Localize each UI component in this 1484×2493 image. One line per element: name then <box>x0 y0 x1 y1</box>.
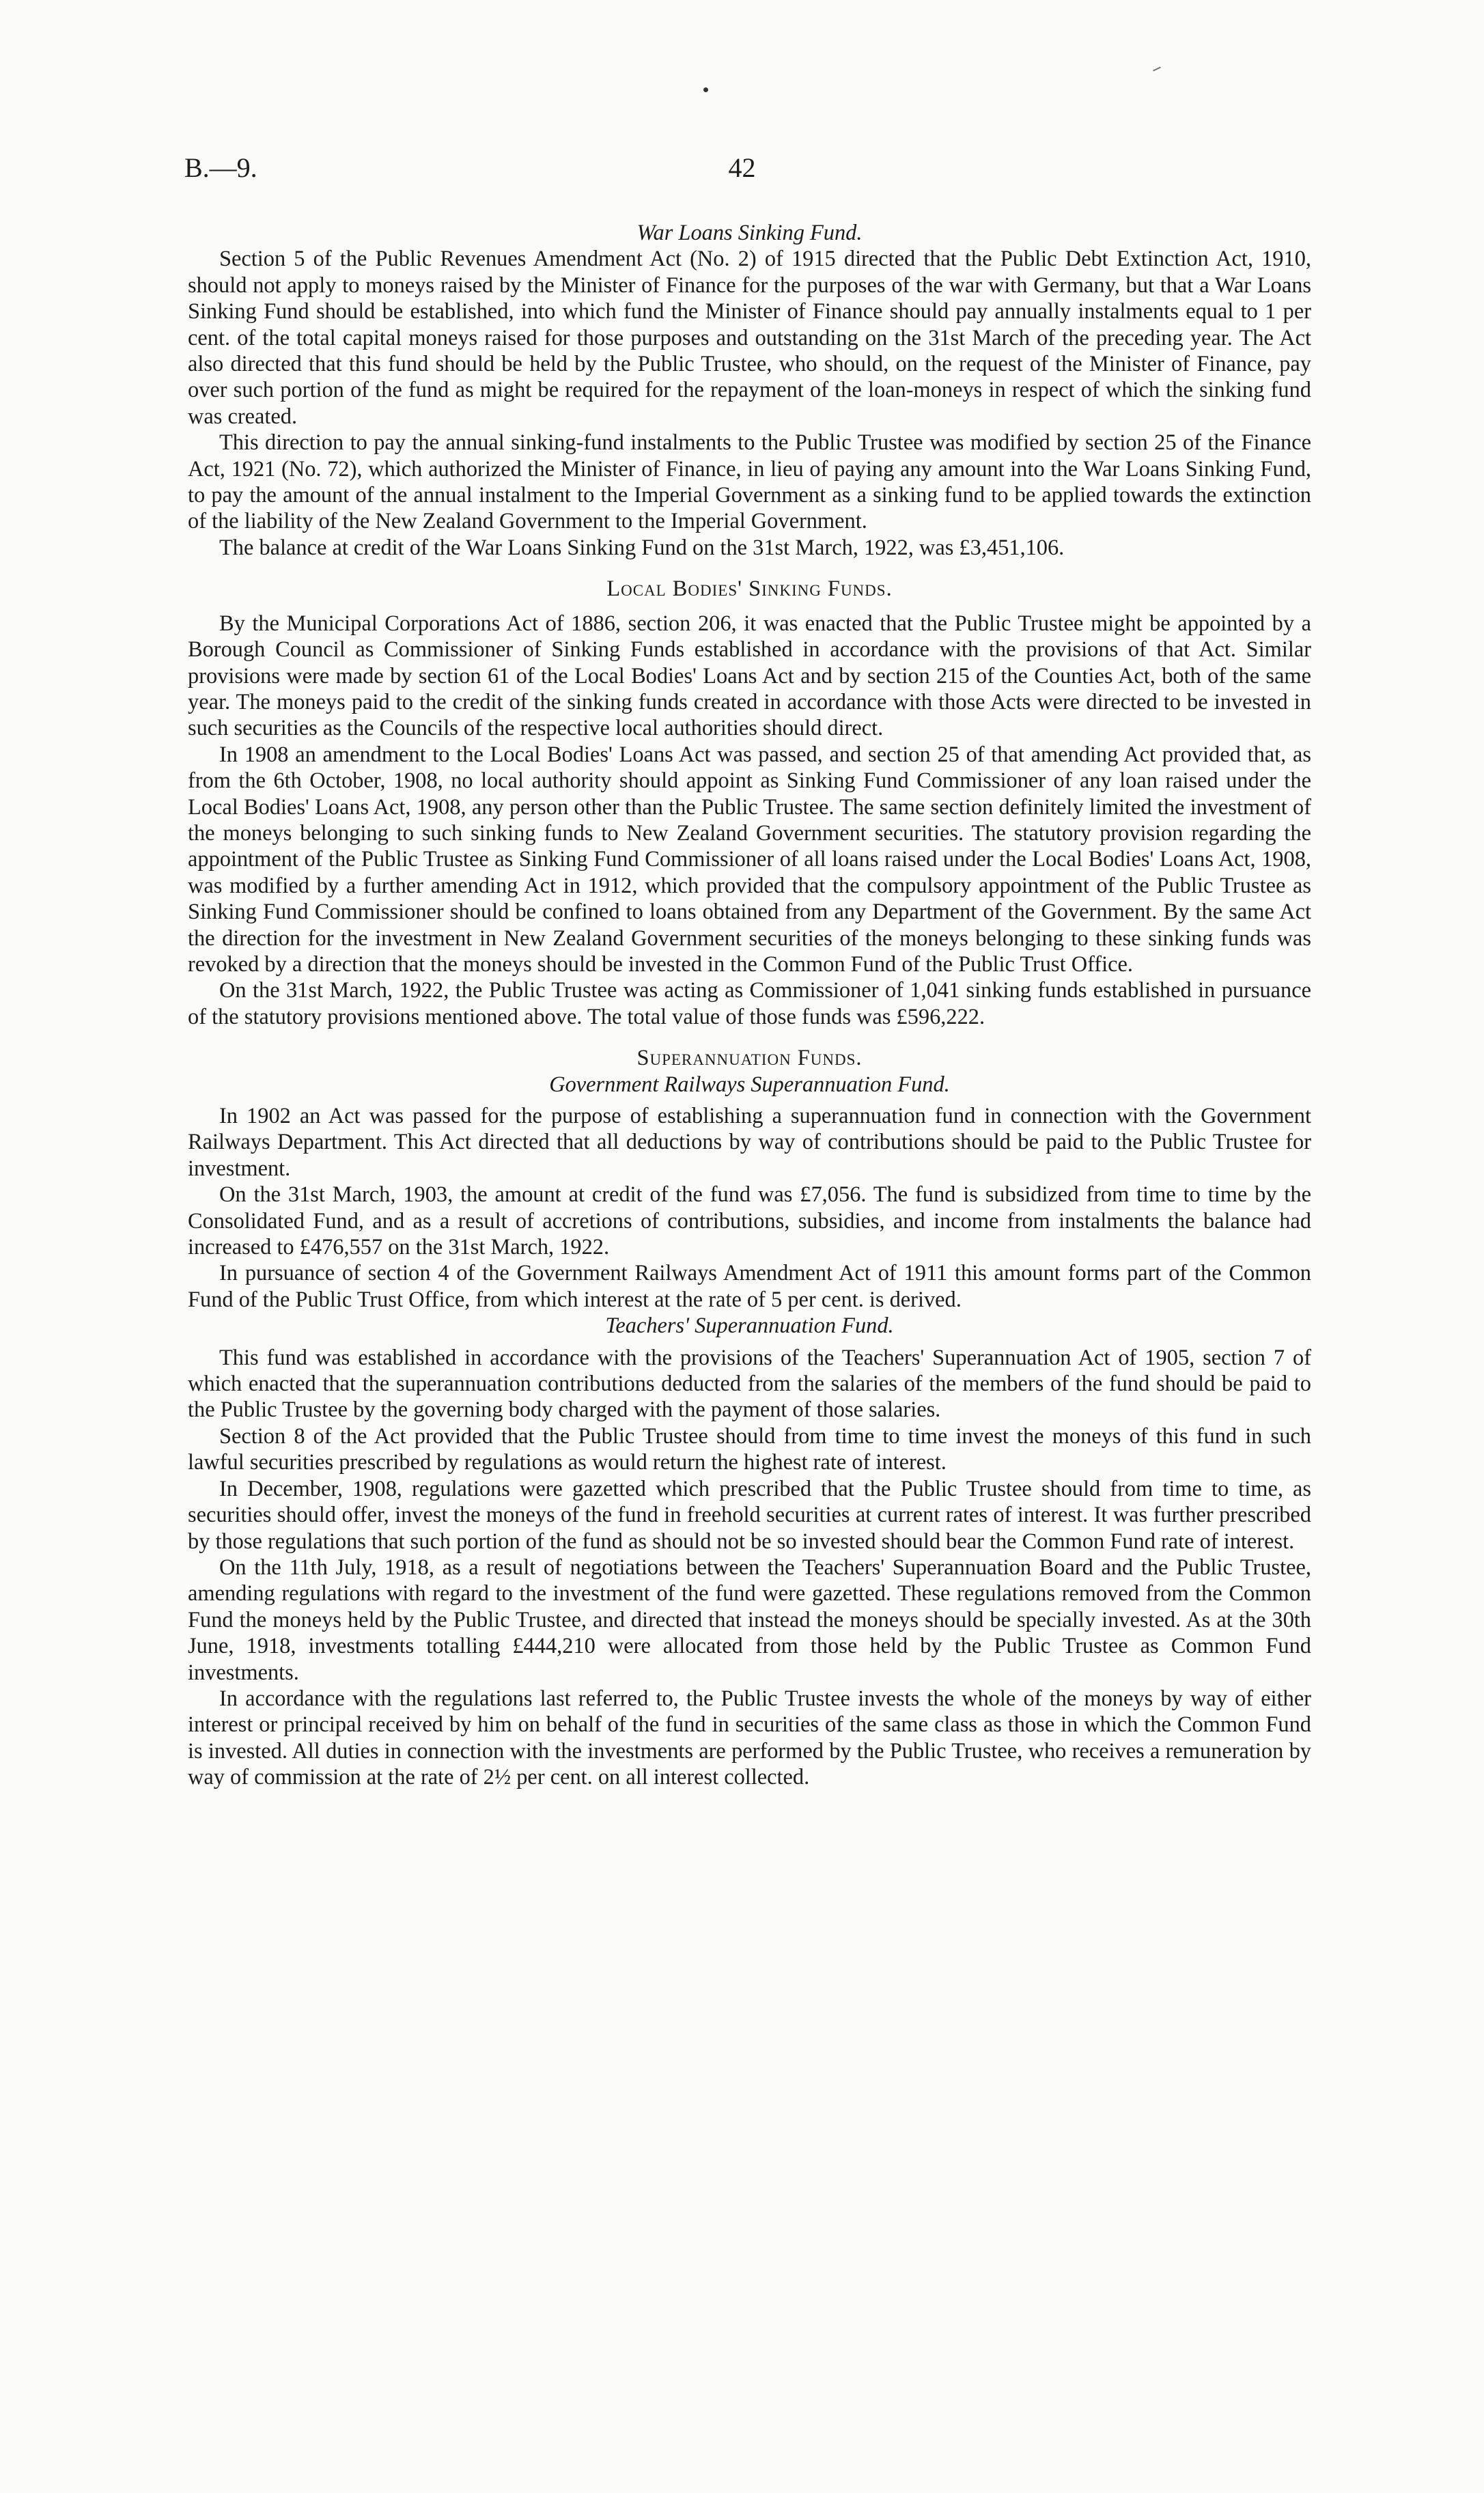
paragraph: In pursuance of section 4 of the Government Railways Amendment Act of 1911 this amount forms part of the Common Fund of the Public Trust Office, from which interest at the rate of 5 per cent. is derived. <box>188 1261 1311 1312</box>
paragraph: In 1908 an amendment to the Local Bodies' Loans Act was passed, and section 25 of that amending Act provided that, as from the 6th October, 1908, no local authority should appoint as Sinking Fund Commissioner of any loan raised under the Local Bodies' Loans Act, 1908, any person other than the Public Trustee. The same section definitely limited the investment of the moneys belonging to such sinking funds to New Zealand Government securities. The statutory provision regarding the appointment of the Public Trustee as Sinking Fund Commissioner of all loans raised under the Local Bodies' Loans Act, 1908, was modified by a further amending Act in 1912, which provided that the compulsory appointment of the Public Trustee as Sinking Fund Commissioner should be confined to loans obtained from any Department of the Government. By the same Act the direction for the investment in New Zealand Government securities of the moneys belonging to these sinking funds was revoked by a direction that the moneys should be invested in the Common Fund of the Public Trust Office. <box>188 742 1311 977</box>
paragraph: On the 31st March, 1922, the Public Trustee was acting as Commissioner of 1,041 sinking funds established in pursuance of the statutory provisions mentioned above. The total value of those funds was £596,222. <box>188 978 1311 1029</box>
stray-mark <box>703 87 708 92</box>
paragraph: The balance at credit of the War Loans Sinking Fund on the 31st March, 1922, was £3,451,106. <box>219 535 1065 560</box>
section-heading-war-loans: War Loans Sinking Fund. <box>636 221 863 245</box>
paragraph: By the Municipal Corporations Act of 1886, section 206, it was enacted that the Public Trustee might be appointed by a Borough Council as Commissioner of Sinking Funds established in accordance with the provisions of that Act. Similar provisions were made by section 61 of the Local Bodies' Loans Act and by section 215 of the Counties Act, both of the same year. The moneys paid to the credit of the sinking funds created in accordance with those Acts were directed to be invested in such securities as the Councils of the respective local authorities should direct. <box>188 611 1311 741</box>
document-body <box>188 220 1311 1791</box>
paragraph: This direction to pay the annual sinking-fund instalments to the Public Trustee was modified by section 25 of the Finance Act, 1921 (No. 72), which authorized the Minister of Finance, in lieu of paying any amount into the War Loans Sinking Fund, to pay the amount of the annual instalment to the Imperial Government as a sinking fund to be applied towards the extinction of the liability of the New Zealand Government to the Imperial Government. <box>188 430 1311 534</box>
stray-mark <box>1153 67 1161 72</box>
paragraph: Section 5 of the Public Revenues Amendment Act (No. 2) of 1915 directed that the Public Debt Extinction Act, 1910, should not apply to moneys raised by the Minister of Finance for the purposes of the war with Germany, but that a War Loans Sinking Fund should be established, into which fund the Minister of Finance should pay annually instalments equal to 1 per cent. of the total capital moneys raised for those purposes and outstanding on the 31st March of the preceding year. The Act also directed that this fund should be held by the Public Trustee, who should, on the request of the Minister of Finance, pay over such portion of the fund as might be required for the repayment of the loan-moneys in respect of which the sinking fund was created. <box>188 247 1311 429</box>
paragraph: This fund was established in accordance with the provisions of the Teachers' Superannuation Act of 1905, section 7 of which enacted that the superannuation contributions deducted from the salaries of the members of the fund should be paid to the Public Trustee by the governing body charged with the payment of those salaries. <box>188 1345 1311 1423</box>
running-header <box>184 152 1300 193</box>
paragraph: In 1902 an Act was passed for the purpose of establishing a superannuation fund in connection with the Government Railways Department. This Act directed that all deductions by way of contributions should be paid to the Public Trustee for investment. <box>188 1104 1311 1181</box>
paragraph: In December, 1908, regulations were gazetted which prescribed that the Public Trustee should from time to time, as securities should offer, invest the moneys of the fund in freehold securities at current rates of interest. It was further prescribed by those regulations that such portion of the fund as should not be so invested should bear the Common Fund rate of interest. <box>188 1476 1311 1554</box>
section-heading-local-bodies: Local Bodies' Sinking Funds. <box>606 576 893 602</box>
page-number: 42 <box>728 152 756 183</box>
subheading-railways-fund: Government Railways Superannuation Fund. <box>549 1072 950 1097</box>
paragraph: On the 31st March, 1903, the amount at credit of the fund was £7,056. The fund is subsidized from time to time by the Consolidated Fund, and as a result of accretions of contributions, subsidies, and income from instalments the balance had increased to £476,557 on the 31st March, 1922. <box>188 1182 1311 1260</box>
paragraph: On the 11th July, 1918, as a result of negotiations between the Teachers' Superannuation Board and the Public Trustee, amending regulations with regard to the investment of the fund were gazetted. These regulations removed from the Common Fund the moneys held by the Public Trustee, and directed that instead the moneys should be specially invested. As at the 30th June, 1918, investments totalling £444,210 were allocated from those held by the Public Trustee as Common Fund investments. <box>188 1555 1311 1685</box>
report-reference: B.—9. <box>184 152 257 183</box>
paragraph: In accordance with the regulations last referred to, the Public Trustee invests the whole of the moneys by way of either interest or principal received by him on behalf of the fund in securities of the same class as those in which the Common Fund is invested. All duties in connection with the investments are performed by the Public Trustee, who receives a remuneration by way of commission at the rate of 2½ per cent. on all interest collected. <box>188 1686 1311 1790</box>
section-heading-superannuation: Superannuation Funds. <box>636 1046 863 1071</box>
subheading-teachers-fund: Teachers' Superannuation Fund. <box>605 1313 894 1339</box>
paragraph: Section 8 of the Act provided that the Public Trustee should from time to time invest the moneys of this fund in such lawful securities prescribed by regulations as would return the highest rate of interest. <box>188 1423 1311 1475</box>
